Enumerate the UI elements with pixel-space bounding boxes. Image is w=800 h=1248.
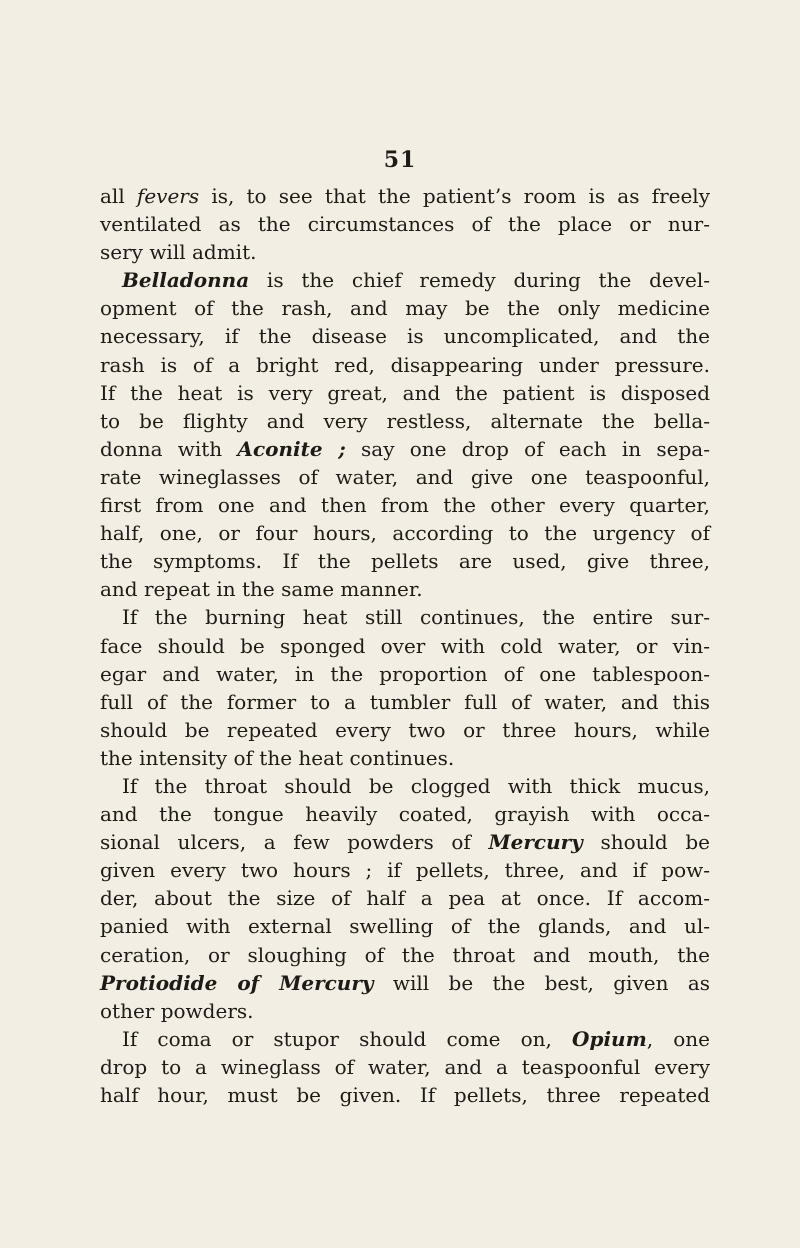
body-text (100, 182, 710, 1109)
text-segment: is the chief remedy during the devel- (249, 268, 710, 293)
text-line (100, 547, 710, 575)
page-number: 51 (383, 147, 417, 173)
text-line (100, 632, 710, 660)
text-line (100, 519, 710, 547)
text-line (100, 435, 710, 463)
text-line (100, 407, 710, 435)
text-segment: opment of the rash, and may be the only medicine (100, 296, 710, 321)
text-segment: ventilated as the circumstances of the place or nur- (100, 212, 710, 237)
text-segment: sery will admit. (100, 240, 257, 265)
text-segment: all (100, 184, 137, 208)
text-segment: is, to see that the patient’s room is as freely (199, 184, 711, 208)
text-line (100, 716, 710, 744)
text-segment: If the heat is very great, and the patient is disposed (100, 380, 710, 405)
text-segment: should be (582, 830, 710, 855)
text-segment: half, one, or four hours, according to the urgency of (100, 521, 710, 546)
text-segment: rate wineglasses of water, and give one teaspoonful, (100, 464, 710, 489)
text-segment: should be repeated every two or three hours, while (100, 717, 710, 742)
text-line (100, 1053, 710, 1081)
text-segment: If coma or stupor should come on, (122, 1026, 573, 1051)
text-segment: panied with external swelling of the glands, and ul- (100, 914, 710, 939)
text-segment: egar and water, in the proportion of one tablespoon- (100, 661, 710, 686)
text-line (100, 828, 710, 856)
text-segment: rash is of a bright red, disappearing under pressure. (100, 352, 710, 377)
text-segment: If the throat should be clogged with thick mucus, (122, 773, 710, 798)
text-line (100, 969, 710, 997)
text-segment: full of the former to a tumbler full of water, and this (100, 689, 710, 714)
text-line (100, 856, 710, 884)
text-segment: other powders. (100, 998, 254, 1023)
text-segment: der, about the size of half a pea at once. If accom- (100, 886, 710, 911)
text-line (100, 379, 710, 407)
text-segment: If the burning heat still continues, the entire sur- (122, 605, 710, 630)
text-segment: to be flighty and very restless, alternate the bella- (100, 408, 710, 433)
text-line (100, 912, 710, 940)
text-segment: the symptoms. If the pellets are used, give three, (100, 549, 710, 574)
text-line (100, 294, 710, 322)
text-line (100, 997, 710, 1025)
text-line (100, 941, 710, 969)
text-line (100, 322, 710, 350)
text-line (100, 744, 710, 772)
text-segment: ceration, or sloughing of the throat and mouth, the (100, 942, 710, 967)
text-line (100, 463, 710, 491)
text-line (100, 688, 710, 716)
text-segment: Protiodide of Mercury (100, 970, 374, 995)
text-line (100, 351, 710, 379)
text-segment: will be the best, given as (373, 970, 711, 995)
text-segment: face should be sponged over with cold water, or vin- (100, 633, 710, 658)
text-segment: , one (646, 1026, 710, 1051)
text-segment: say one drop of each in sepa- (345, 436, 710, 461)
text-line (100, 182, 710, 210)
text-segment: first from one and then from the other every quarter, (100, 493, 710, 518)
text-segment: drop to a wineglass of water, and a teaspoonful every (100, 1054, 710, 1079)
text-line (100, 238, 710, 266)
text-segment: Mercury (488, 830, 583, 855)
text-segment: given every two hours ; if pellets, three, and if pow- (100, 858, 710, 883)
text-line (100, 772, 710, 800)
text-line (100, 1025, 710, 1053)
text-segment: Aconite ; (237, 436, 346, 461)
text-line (100, 603, 710, 631)
text-segment: donna with (100, 436, 238, 461)
text-line (100, 800, 710, 828)
text-line (100, 660, 710, 688)
text-segment: and repeat in the same manner. (100, 577, 423, 602)
text-line (100, 210, 710, 238)
text-line (100, 884, 710, 912)
text-line (100, 491, 710, 519)
text-segment: Opium (572, 1026, 647, 1051)
text-line (100, 266, 710, 294)
text-segment: and the tongue heavily coated, grayish with occa- (100, 802, 710, 827)
text-segment: fevers (136, 184, 200, 208)
text-line (100, 575, 710, 603)
text-line (100, 1081, 710, 1109)
text-segment: sional ulcers, a few powders of (100, 830, 489, 855)
text-segment: the intensity of the heat continues. (100, 745, 455, 770)
text-segment: half hour, must be given. If pellets, three repeated (100, 1083, 710, 1107)
text-segment: Belladonna (122, 268, 250, 293)
text-segment: necessary, if the disease is uncomplicated, and the (100, 324, 710, 349)
